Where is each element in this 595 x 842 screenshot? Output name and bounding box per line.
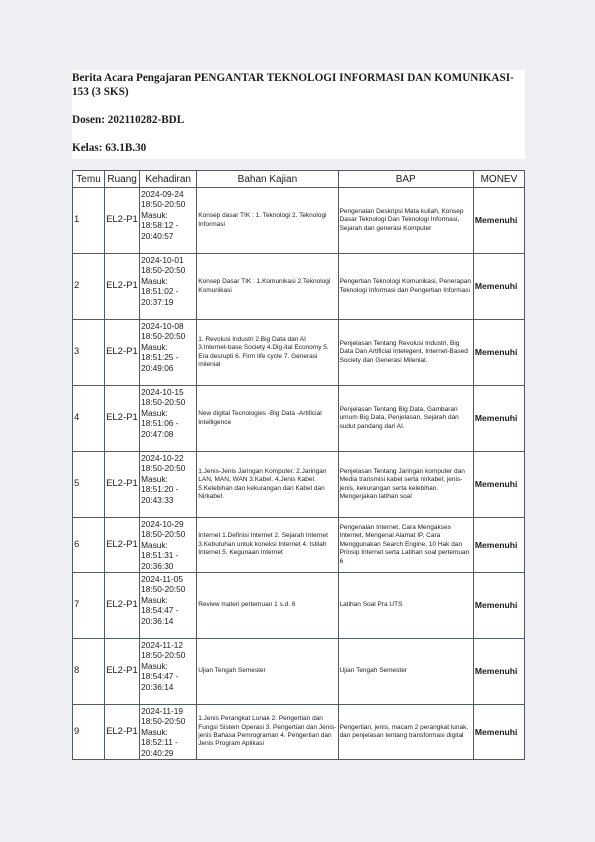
class-line: Kelas: 63.1B.30 [72, 141, 147, 154]
monev-cell: Memenuhi [473, 518, 524, 573]
kehadiran-cell: 2024-10-29 18:50-20:50 Masuk: 18:51:31 - 20:36:30 [140, 518, 197, 573]
kehadiran-cell: 2024-10-15 18:50-20:50 Masuk: 18:51:06 - 20:47:08 [140, 386, 197, 452]
table-row [73, 452, 525, 518]
table-row [73, 705, 525, 760]
bahan-kajian-cell: 1.Jenis-Jenis Jaringan Komputer. 2.Jaringan LAN, MAN, WAN 3.Kabel. 4.Jenis Kabel. 5.Kelebihan dan kekurangan dari Kabel dan Nirkabel. [197, 452, 338, 518]
ruang-cell: EL2-P1 [105, 518, 140, 573]
ruang-cell: EL2-P1 [105, 188, 140, 254]
table-row [73, 188, 525, 254]
table-row [73, 386, 525, 452]
bap-cell: Penjelasan Tentang Big Data, Gambaran umum Big Data, Penjelasan, Sejarah dan sudut pandang dari AI. [338, 386, 473, 452]
ruang-cell: EL2-P1 [105, 254, 140, 320]
table-row [73, 573, 525, 639]
table-header-row [73, 171, 525, 188]
kehadiran-cell: 2024-10-08 18:50-20:50 Masuk: 18:51:25 - 20:49:06 [140, 320, 197, 386]
column-header-temu: Temu [73, 171, 105, 188]
bahan-kajian-cell: Review materi pertemuan 1 s.d. 6 [197, 573, 338, 639]
bahan-kajian-cell: 1.Jenis Perangkat Lunak 2. Pengertian dan Fungsi Sistem Operasi 3. Pengertian dan Jenis-jenis Bahasa Pemrograman 4. Pengertian dan Jenis Program Aplikasi [197, 705, 338, 760]
kehadiran-cell: 2024-09-24 18:50-20:50 Masuk: 18:58:12 - 20:40:57 [140, 188, 197, 254]
bahan-kajian-cell: 1. Revolusi Industri 2.Big Data dan AI 3.Internet-base Society 4.Dig-ital Economy 5. Era desrupti 6. Firm life cycle 7. Generasi milenial [197, 320, 338, 386]
bahan-kajian-cell: Ujian Tengah Semester [197, 639, 338, 705]
monev-cell: Memenuhi [473, 705, 524, 760]
bap-cell: Latihan Soal Pra UTS [338, 573, 473, 639]
temu-cell: 1 [73, 188, 105, 254]
ruang-cell: EL2-P1 [105, 320, 140, 386]
monev-cell: Memenuhi [473, 452, 524, 518]
temu-cell: 6 [73, 518, 105, 573]
ruang-cell: EL2-P1 [105, 386, 140, 452]
monev-cell: Memenuhi [473, 386, 524, 452]
temu-cell: 8 [73, 639, 105, 705]
table-row [73, 254, 525, 320]
temu-cell: 3 [73, 320, 105, 386]
monev-cell: Memenuhi [473, 254, 524, 320]
column-header-monev: MONEV [473, 171, 524, 188]
table-row [73, 639, 525, 705]
column-header-kehadiran: Kehadiran [140, 171, 197, 188]
bap-cell: Ujian Tengah Semester [338, 639, 473, 705]
kehadiran-cell: 2024-10-01 18:50-20:50 Masuk: 18:51:02 - 20:37:19 [140, 254, 197, 320]
ruang-cell: EL2-P1 [105, 452, 140, 518]
temu-cell: 2 [73, 254, 105, 320]
ruang-cell: EL2-P1 [105, 705, 140, 760]
kehadiran-cell: 2024-11-19 18:50-20:50 Masuk: 18:52:11 - 20:40:29 [140, 705, 197, 760]
kehadiran-cell: 2024-11-05 18:50-20:50 Masuk: 18:54:47 - 20:36:14 [140, 573, 197, 639]
page-title: Berita Acara Pengajaran PENGANTAR TEKNOLOGI INFORMASI DAN KOMUNIKASI-153 (3 SKS) [72, 72, 514, 98]
ruang-cell: EL2-P1 [105, 639, 140, 705]
kehadiran-cell: 2024-10-22 18:50-20:50 Masuk: 18:51:20 - 20:43:33 [140, 452, 197, 518]
monev-cell: Memenuhi [473, 639, 524, 705]
temu-cell: 7 [73, 573, 105, 639]
temu-cell: 4 [73, 386, 105, 452]
table-row [73, 320, 525, 386]
bahan-kajian-cell: Konsep Dasar TIK : 1.Komunikasi 2.Teknologi Komunikasi [197, 254, 338, 320]
bap-cell: Pengenalan Deskripsi Mata kuliah, Konsep Dasar Teknologi Dan Teknologi Informasi, Sejarah dan generasi Komputer [338, 188, 473, 254]
bahan-kajian-cell: New digital Tecnologies -Big Data -Artificial Intelligence [197, 386, 338, 452]
monev-cell: Memenuhi [473, 320, 524, 386]
bap-cell: Penjelasan Tentang Jaringan komputer dan Media transmisi kabel serta nirkabel, jenis-jenis, kekurangan serta kelebihan. Mengerjakan latihan soal [338, 452, 473, 518]
column-header-bahan-kajian: Bahan Kajian [197, 171, 338, 188]
kehadiran-cell: 2024-11-12 18:50-20:50 Masuk: 18:54:47 - 20:36:14 [140, 639, 197, 705]
monev-cell: Memenuhi [473, 573, 524, 639]
bap-cell: Pengenalan Internet, Cara Mengakses Internet, Mengenal Alamat IP, Cara Menggunakan Search Engine, 10 Hak dan Prinsip Internet serta Latihan soal pertemuan 6 [338, 518, 473, 573]
ruang-cell: EL2-P1 [105, 573, 140, 639]
table-row [73, 518, 525, 573]
temu-cell: 9 [73, 705, 105, 760]
attendance-table [72, 170, 525, 760]
monev-cell: Memenuhi [473, 188, 524, 254]
bahan-kajian-cell: Konsep dasar TIK : 1. Teknologi 2. Teknologi Informasi [197, 188, 338, 254]
lecturer-line: Dosen: 202110282-BDL [72, 114, 185, 126]
bahan-kajian-cell: Internet 1.Definisi Internet 2. Sejarah Internet 3.Kebutuhan untuk koneksi Internet 4. Istilah Internet 5. Kegunaan Internet [197, 518, 338, 573]
bap-cell: Pengertian, jenis, macam 2 perangkat lunak, dan penjelasan tentang transformasi digital [338, 705, 473, 760]
bap-cell: Pengertian Teknologi Komunikasi, Penerapan Teknologi Informasi dan Pengertian Informasi [338, 254, 473, 320]
column-header-bap: BAP [338, 171, 473, 188]
temu-cell: 5 [73, 452, 105, 518]
column-header-ruang: Ruang [105, 171, 140, 188]
bap-cell: Penjelasan Tentang Revolusi Industri, Big Data Dan Artificial Intelegent, Internet-Based Society dan Generasi Milenial. [338, 320, 473, 386]
document-header [72, 70, 525, 159]
